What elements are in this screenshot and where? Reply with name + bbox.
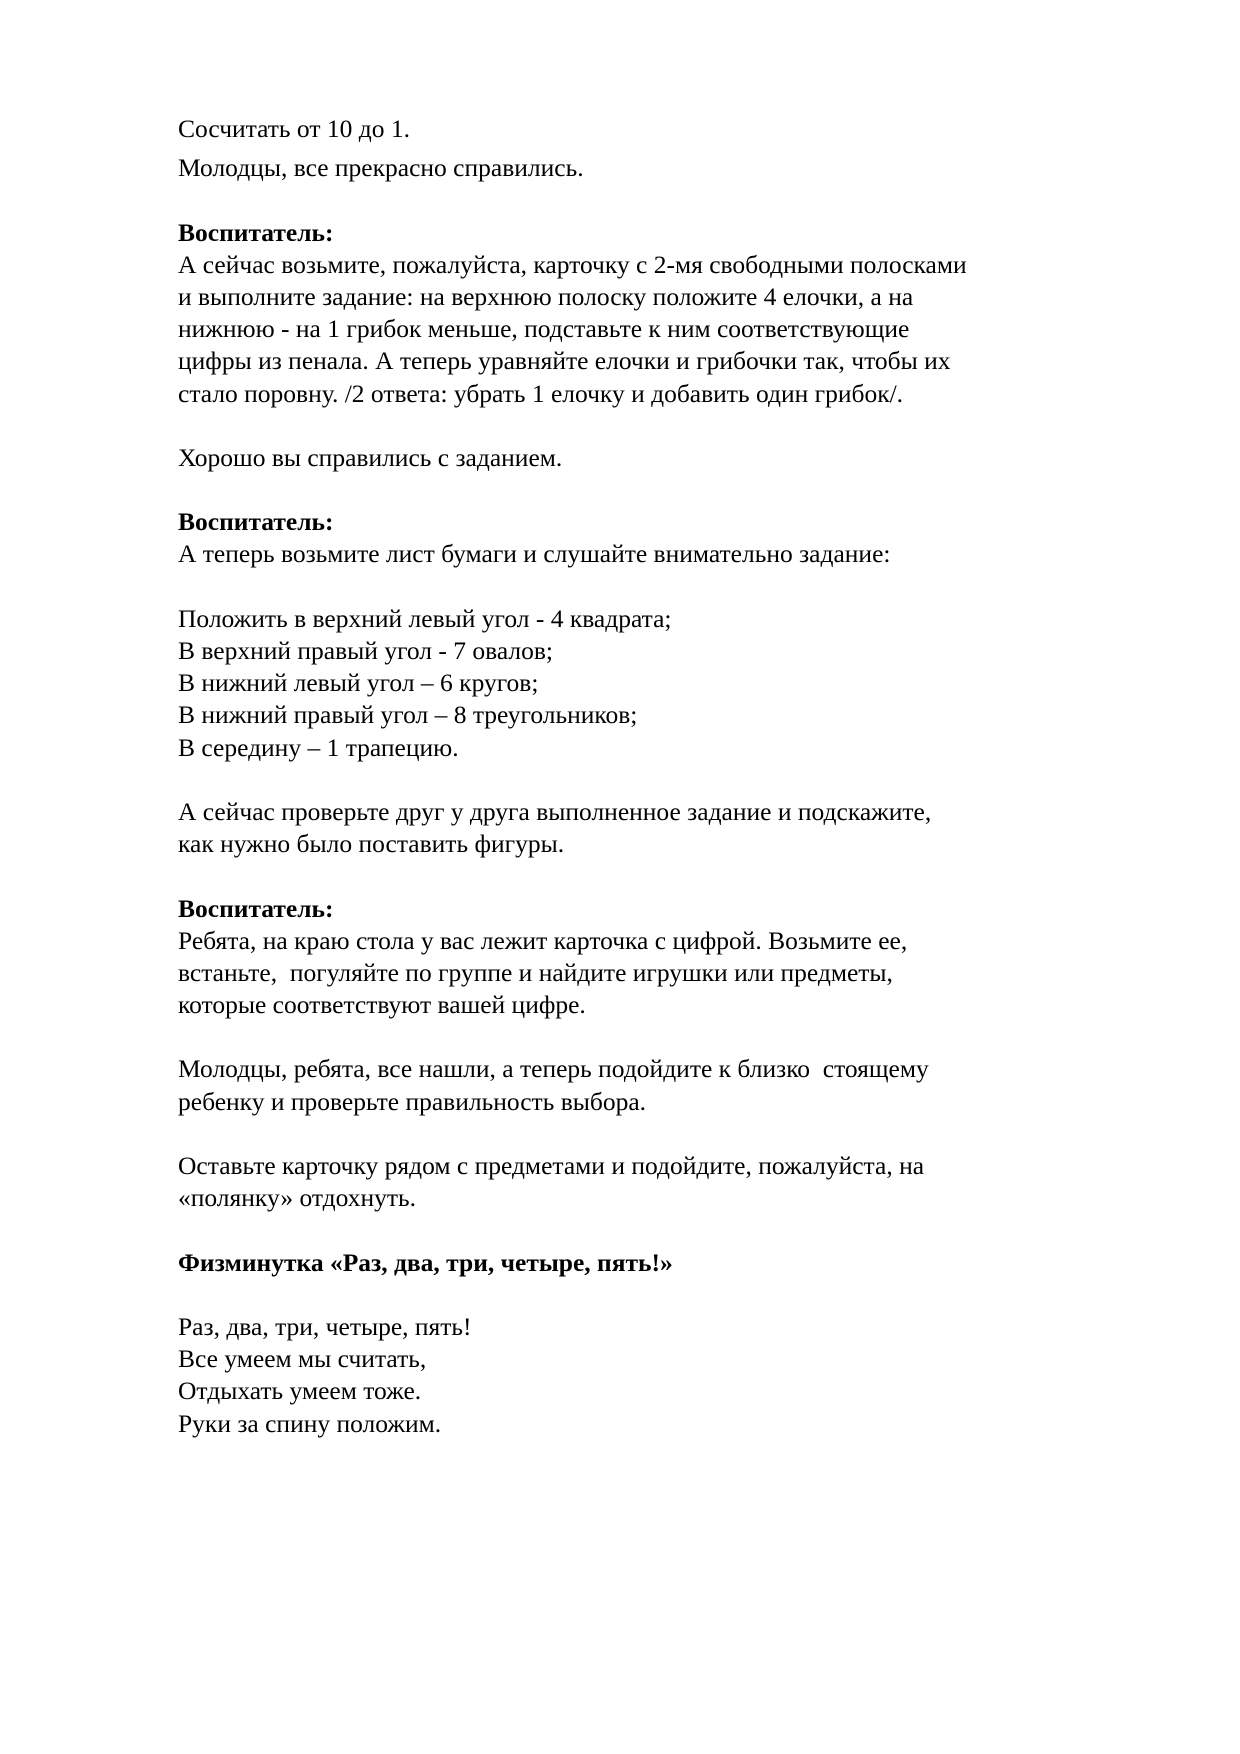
spacer (178, 184, 1178, 216)
text-line: нижнюю - на 1 грибок меньше, подставьте к ним соответствующие (178, 314, 910, 344)
poem-line: Раз, два, три, четыре, пять! (178, 1311, 472, 1341)
text-line: и выполните задание: на верхнюю полоску положите 4 елочки, а на (178, 281, 914, 311)
document-body (178, 113, 1178, 1440)
section-teacher-3 (178, 893, 1178, 1022)
text-line: А сейчас проверьте друг у друга выполненное задание и подскажите, (178, 796, 932, 826)
text-line: Ребята, на краю стола у вас лежит карточка с цифрой. Возьмите ее, (178, 925, 908, 955)
text-line: стало поровну. /2 ответа: убрать 1 елочку и добавить один грибок/. (178, 378, 904, 408)
section-teacher-1 (178, 217, 1178, 410)
instruction-item: В нижний левый угол – 6 кругов; (178, 668, 539, 698)
spacer (178, 1021, 1178, 1053)
text-line: А теперь возьмите лист бумаги и слушайте внимательно задание: (178, 539, 891, 569)
poem-line: Все умеем мы считать, (178, 1344, 427, 1374)
exercise-title: Физминутка «Раз, два, три, четыре, пять!» (178, 1247, 673, 1277)
paragraph-rest (178, 1150, 1178, 1214)
instruction-item: В середину – 1 трапецию. (178, 732, 459, 762)
text-line: Оставьте карточку рядом с предметами и подойдите, пожалуйста, на (178, 1151, 925, 1180)
text-line: Хорошо вы справились с заданием. (178, 442, 563, 472)
text-line: «полянку» отдохнуть. (178, 1183, 417, 1213)
paragraph-count (178, 113, 1178, 145)
text-line: Сосчитать от 10 до 1. (178, 114, 410, 143)
poem-line: Руки за спину положим. (178, 1408, 442, 1438)
instruction-item: Положить в верхний левый угол - 4 квадрата; (178, 603, 672, 633)
text-line: Молодцы, ребята, все нашли, а теперь подойдите к близко стоящему (178, 1054, 929, 1084)
spacer (178, 145, 1178, 152)
spacer (178, 1279, 1178, 1311)
text-line: цифры из пенала. А теперь уравняйте елочки и грибочки так, чтобы их (178, 346, 951, 376)
spacer (178, 1118, 1178, 1150)
instruction-item: В верхний правый угол - 7 овалов; (178, 636, 553, 665)
exercise-heading (178, 1247, 1178, 1279)
poem (178, 1311, 1178, 1440)
spacer (178, 860, 1178, 892)
spacer (178, 571, 1178, 603)
instruction-item: В нижний правый угол – 8 треугольников; (178, 700, 638, 730)
speaker-heading: Воспитатель: (178, 217, 334, 247)
poem-line: Отдыхать умеем тоже. (178, 1376, 422, 1406)
speaker-heading: Воспитатель: (178, 893, 334, 923)
text-line: как нужно было поставить фигуры. (178, 829, 565, 859)
text-line: встаньте, погуляйте по группе и найдите игрушки или предметы, (178, 957, 893, 987)
text-line: которые соответствуют вашей цифре. (178, 990, 586, 1020)
spacer (178, 1214, 1178, 1246)
section-teacher-2 (178, 506, 1178, 570)
paragraph-check (178, 796, 1178, 860)
paragraph-praise-3 (178, 1053, 1178, 1117)
instructions-list (178, 603, 1178, 764)
spacer (178, 410, 1178, 442)
text-line: А сейчас возьмите, пожалуйста, карточку с 2-мя свободными полосками (178, 249, 967, 279)
text-line: Молодцы, все прекрасно справились. (178, 153, 584, 183)
paragraph-praise-2 (178, 442, 1178, 474)
spacer (178, 474, 1178, 506)
spacer (178, 764, 1178, 796)
text-line: ребенку и проверьте правильность выбора. (178, 1086, 647, 1116)
speaker-heading: Воспитатель: (178, 507, 334, 537)
paragraph-praise (178, 152, 1178, 184)
